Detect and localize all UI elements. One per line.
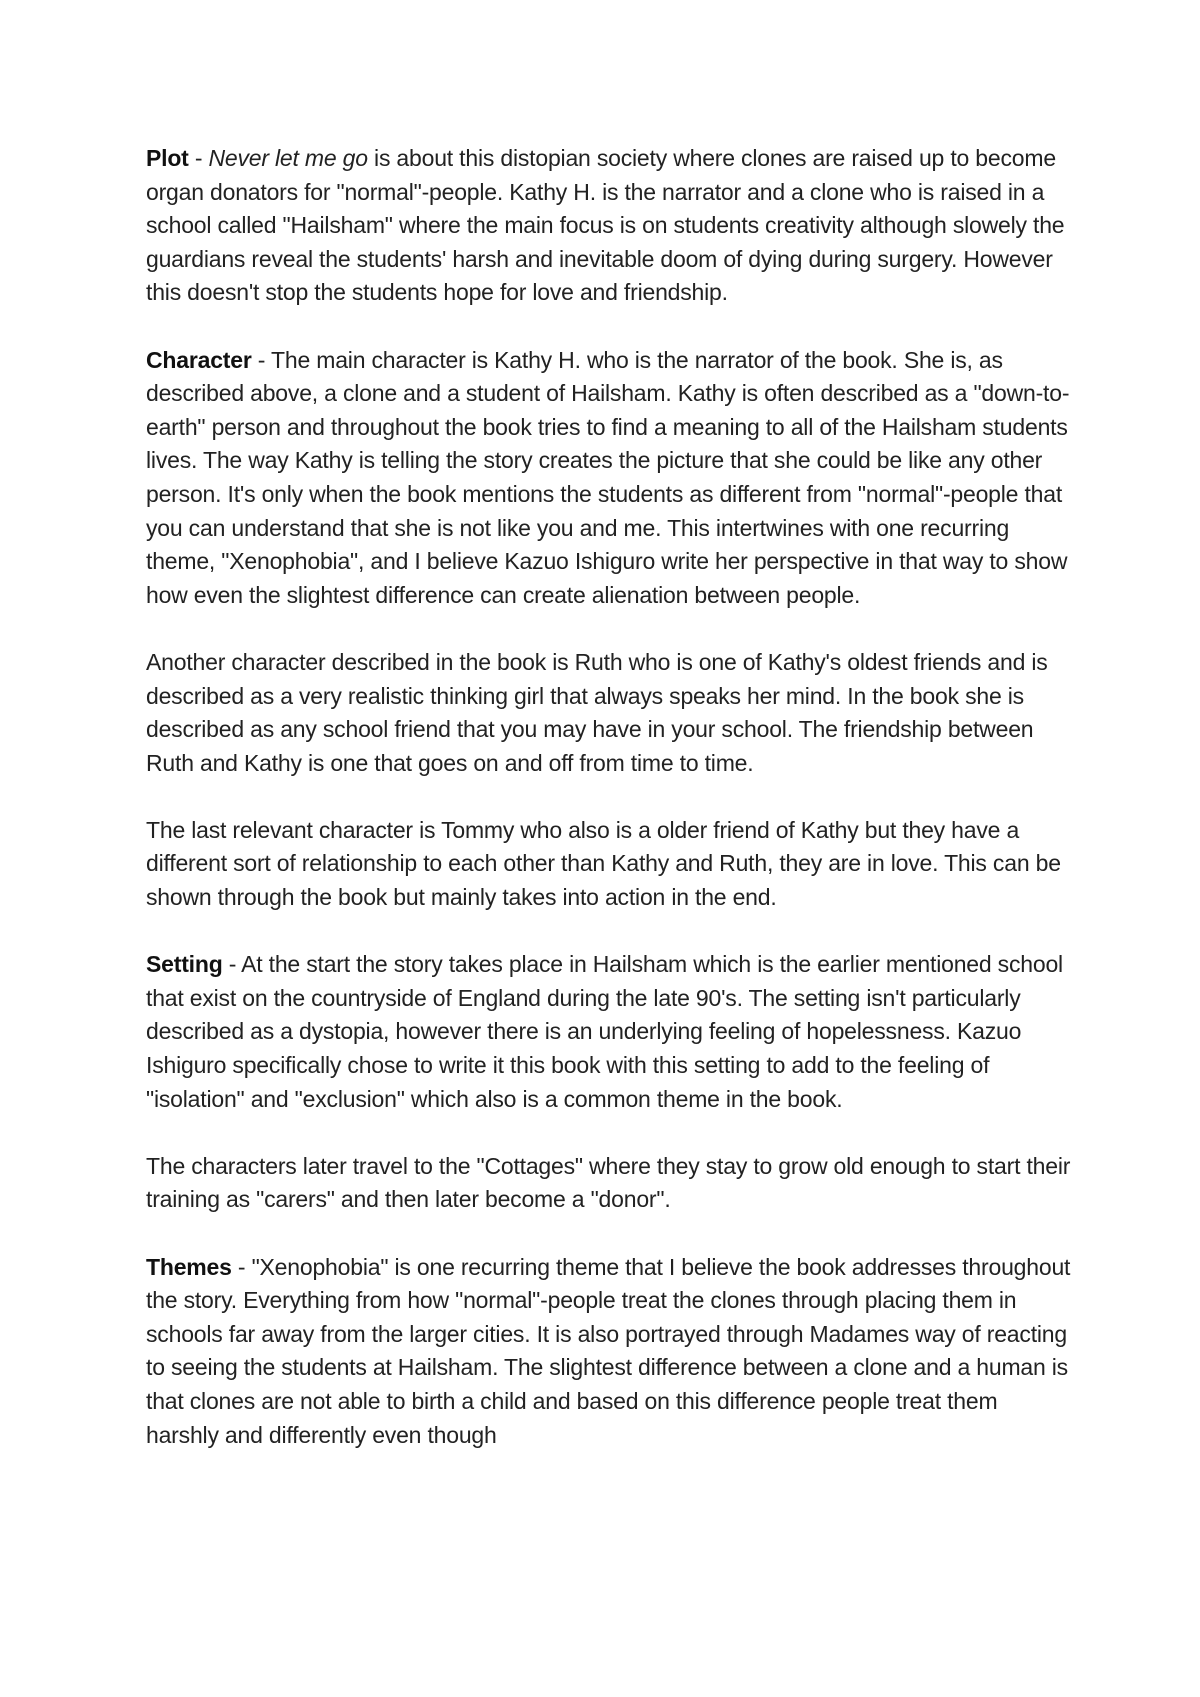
themes-paragraph bbox=[146, 1251, 1071, 1453]
themes-separator: - bbox=[231, 1253, 252, 1280]
character-heading: Character bbox=[146, 346, 252, 373]
character-separator: - bbox=[251, 346, 272, 373]
plot-heading: Plot bbox=[146, 145, 189, 171]
themes-heading: Themes bbox=[146, 1253, 232, 1280]
plot-paragraph bbox=[146, 142, 1071, 310]
themes-text: "Xenophobia" is one recurring theme that I believe the book addresses throughout the story. Everything from how "normal"-people treat the clones through placing them in schools far away from the larger cities. It is also portrayed through Madames way of reacting to seeing the students at Hailsham. The slightest difference between a clone and a human is that clones are not able to birth a child and based on this difference people treat them harshly and differently even though bbox=[146, 1253, 1071, 1448]
plot-text: is about this distopian society where clones are raised up to become organ donators for "normal"-people. Kathy H. is the narrator and a clone who is raised in a school called "Hailsham" where the main focus is on students creativity although slowely the guardians reveal the students' harsh and inevitable doom of dying during surgery. However this doesn't stop the students hope for love and friendship. bbox=[146, 145, 1065, 306]
setting-text: At the start the story takes place in Hailsham which is the earlier mentioned school that exist on the countryside of England during the late 90's. The setting isn't particularly described as a dystopia, however there is an underlying feeling of hopelessness. Kazuo Ishiguro specifically chose to write it this book with this setting to add to the feeling of "isolation" and "exclusion" which also is a common theme in the book. bbox=[146, 951, 1063, 1112]
character-text: The main character is Kathy H. who is the narrator of the book. She is, as described above, a clone and a student of Hailsham. Kathy is often described as a "down-to-earth" person and throughout the book tries to find a meaning to all of the Hailsham students lives. The way Kathy is telling the story creates the picture that she could be like any other person. It's only when the book mentions the students as different from "normal"-people that you can understand that she is not like you and me. This intertwines with one recurring theme, "Xenophobia", and I believe Kazuo Ishiguro write her perspective in that way to show how even the slightest difference can create alienation between people. bbox=[146, 346, 1070, 608]
character-paragraph bbox=[146, 344, 1071, 613]
ruth-paragraph: Another character described in the book is Ruth who is one of Kathy's oldest friends and is described as a very realistic thinking girl that always speaks her mind. In the book she is described as any school friend that you may have in your school. The friendship between Ruth and Kathy is one that goes on and off from time to time. bbox=[146, 648, 1048, 776]
cottages-paragraph: The characters later travel to the "Cottages" where they stay to grow old enough to start their training as "carers" and then later become a "donor". bbox=[146, 1152, 1071, 1213]
book-title: Never let me go bbox=[208, 145, 368, 171]
setting-separator: - bbox=[222, 951, 242, 978]
setting-paragraph bbox=[146, 948, 1071, 1116]
plot-separator: - bbox=[188, 145, 209, 171]
tommy-paragraph: The last relevant character is Tommy who also is a older friend of Kathy but they have a different sort of relationship to each other than Kathy and Ruth, they are in love. This can be shown through the book but mainly takes into action in the end. bbox=[146, 816, 1061, 911]
setting-heading: Setting bbox=[146, 951, 223, 978]
document-page bbox=[146, 142, 1071, 1486]
